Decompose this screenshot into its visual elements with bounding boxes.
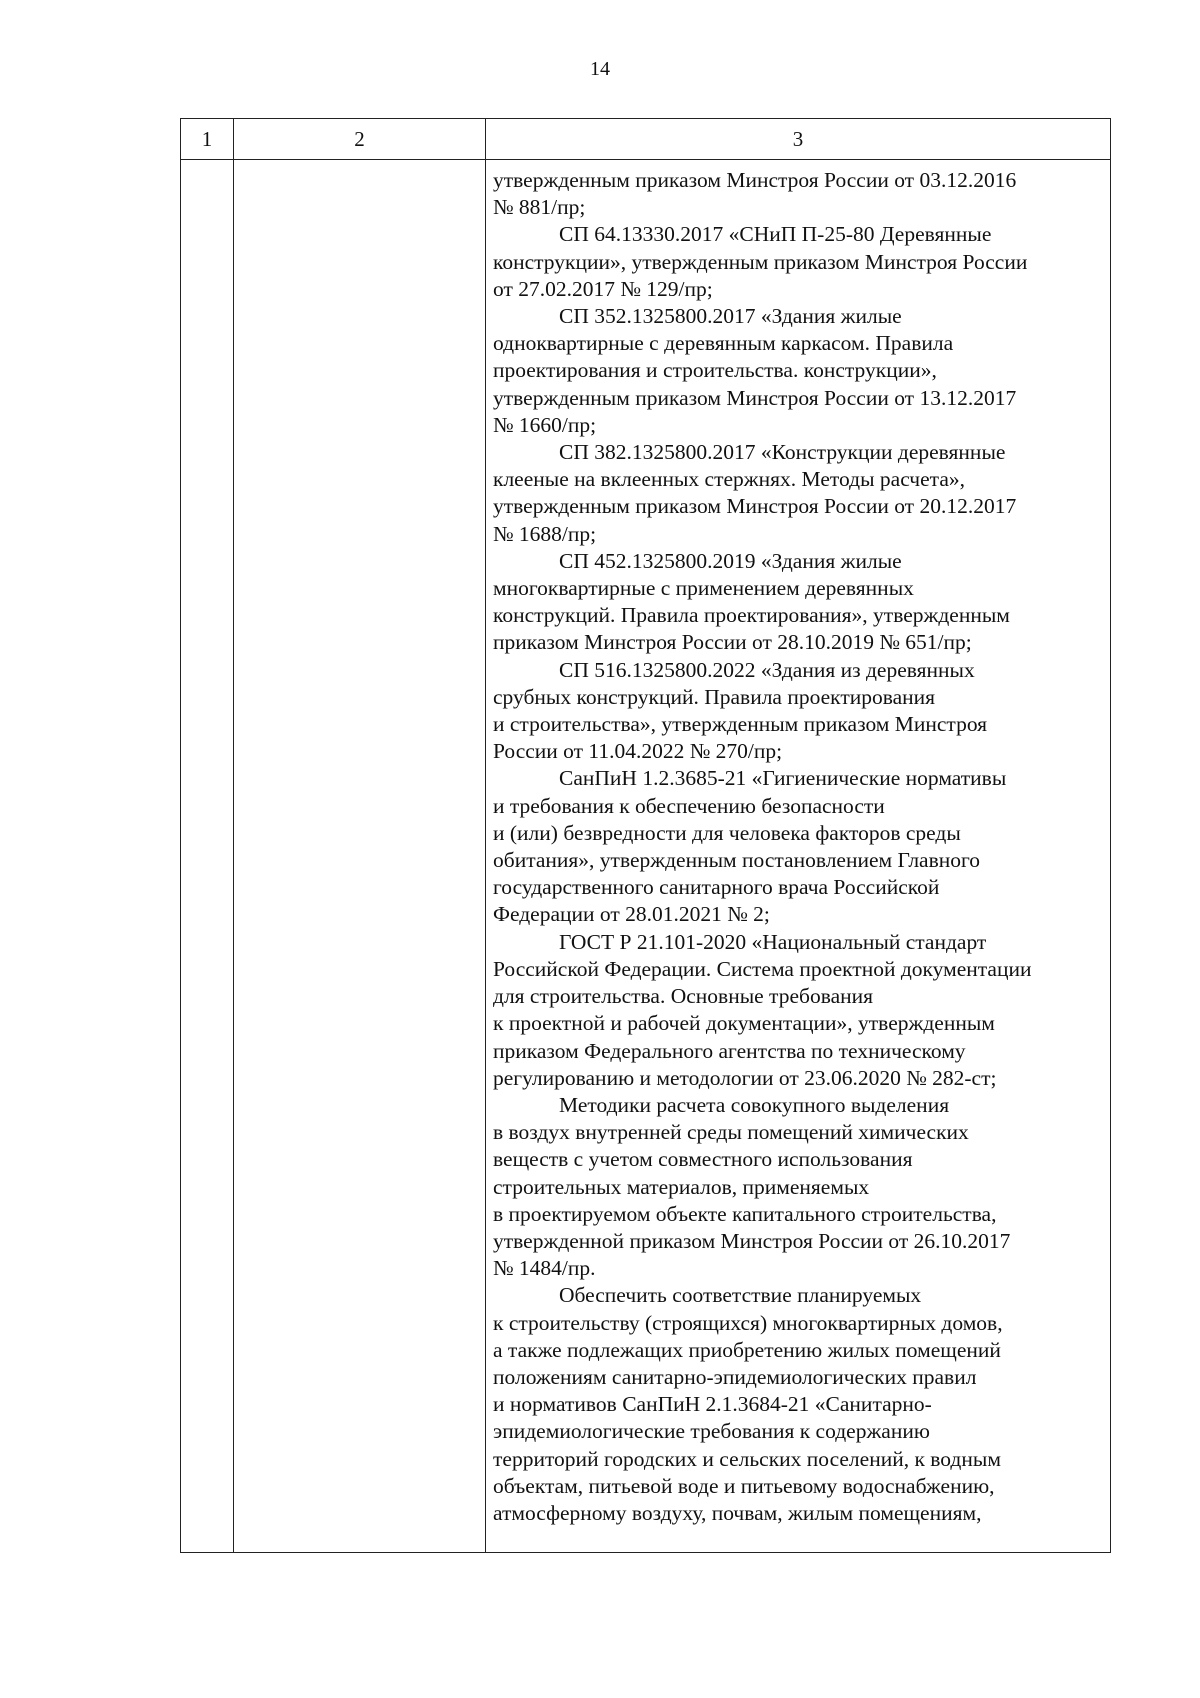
text-line: атмосферному воздуху, почвам, жилым помещениям, — [493, 1500, 982, 1525]
text-line: строительных материалов, применяемых — [493, 1174, 870, 1199]
text-line: государственного санитарного врача Российской — [493, 875, 940, 900]
text-line: № 1660/пр; — [493, 412, 597, 437]
table-row — [181, 160, 1111, 1553]
text-line: территорий городских и сельских поселений, к водным — [493, 1446, 1001, 1471]
text-line: утвержденным приказом Минстроя России от 20.12.2017 — [493, 494, 1017, 519]
cell-col-3 — [486, 160, 1111, 1553]
text-line: а также подлежащих приобретению жилых помещений — [493, 1337, 1001, 1362]
text-line: утвержденным приказом Минстроя России от 03.12.2016 — [493, 168, 1017, 192]
text-line: № 881/пр; — [493, 195, 586, 220]
text-line: клееные на вклеенных стержнях. Методы расчета», — [493, 467, 965, 492]
text-line: положениям санитарно-эпидемиологических правил — [493, 1364, 977, 1389]
text-line: срубных конструкций. Правила проектирования — [493, 684, 936, 709]
text-line: СП 64.13330.2017 «СНиП П-25-80 Деревянные — [559, 222, 992, 247]
text-line: к строительству (строящихся) многоквартирных домов, — [493, 1310, 1003, 1335]
text-line: конструкции», утвержденным приказом Минстроя России — [493, 249, 1028, 274]
text-line: обитания», утвержденным постановлением Главного — [493, 848, 981, 873]
text-line: и (или) безвредности для человека факторов среды — [493, 820, 961, 845]
text-line: Методики расчета совокупного выделения — [559, 1092, 950, 1117]
text-line: № 1484/пр. — [493, 1256, 596, 1281]
text-line: для строительства. Основные требования — [493, 984, 874, 1009]
cell-col-2 — [234, 160, 486, 1553]
text-line: веществ с учетом совместного использования — [493, 1147, 913, 1172]
text-line: проектирования и строительства. конструкции», — [493, 358, 937, 383]
document-table — [180, 118, 1111, 1553]
text-line: от 27.02.2017 № 129/пр; — [493, 276, 713, 301]
text-line: регулированию и методологии от 23.06.2020 № 282-ст; — [493, 1065, 997, 1090]
text-line: конструкций. Правила проектирования», утвержденным — [493, 603, 1010, 628]
text-line: Российской Федерации. Система проектной документации — [493, 956, 1032, 981]
text-line: СП 382.1325800.2017 «Конструкции деревянные — [559, 440, 1006, 465]
text-line: СанПиН 1.2.3685-21 «Гигиенические нормативы — [559, 766, 1007, 791]
page-number: 14 — [590, 58, 610, 80]
text-line: в воздух внутренней среды помещений химических — [493, 1120, 969, 1145]
text-line: СП 452.1325800.2019 «Здания жилые — [559, 548, 902, 573]
text-line: СП 352.1325800.2017 «Здания жилые — [559, 304, 902, 329]
text-line: и нормативов СанПиН 2.1.3684-21 «Санитарно- — [493, 1392, 932, 1417]
text-line: № 1688/пр; — [493, 521, 597, 546]
text-line: приказом Федерального агентства по техническому — [493, 1038, 966, 1063]
text-line: эпидемиологические требования к содержанию — [493, 1419, 930, 1444]
text-line: многоквартирные с применением деревянных — [493, 576, 914, 601]
text-line: в проектируемом объекте капитального строительства, — [493, 1201, 997, 1226]
column-header-2: 2 — [234, 119, 486, 160]
text-line: и строительства», утвержденным приказом Минстроя — [493, 712, 988, 737]
text-line: к проектной и рабочей документации», утвержденным — [493, 1011, 995, 1036]
text-line: и требования к обеспечению безопасности — [493, 793, 885, 818]
column-header-1: 1 — [181, 119, 234, 160]
text-line: Обеспечить соответствие планируемых — [559, 1283, 922, 1308]
text-line: СП 516.1325800.2022 «Здания из деревянных — [559, 657, 975, 682]
text-line: утвержденным приказом Минстроя России от 13.12.2017 — [493, 385, 1017, 410]
text-line: приказом Минстроя России от 28.10.2019 № 651/пр; — [493, 630, 972, 655]
text-line: ГОСТ Р 21.101-2020 «Национальный стандарт — [559, 929, 987, 954]
text-line: России от 11.04.2022 № 270/пр; — [493, 739, 783, 764]
text-line: одноквартирные с деревянным каркасом. Правила — [493, 331, 954, 356]
text-line: Федерации от 28.01.2021 № 2; — [493, 902, 770, 927]
cell-col-1 — [181, 160, 234, 1553]
table-header-row — [181, 119, 1111, 160]
text-line: объектам, питьевой воде и питьевому водоснабжению, — [493, 1473, 995, 1498]
text-line: утвержденной приказом Минстроя России от 26.10.2017 — [493, 1228, 1011, 1253]
column-header-3: 3 — [486, 119, 1111, 160]
